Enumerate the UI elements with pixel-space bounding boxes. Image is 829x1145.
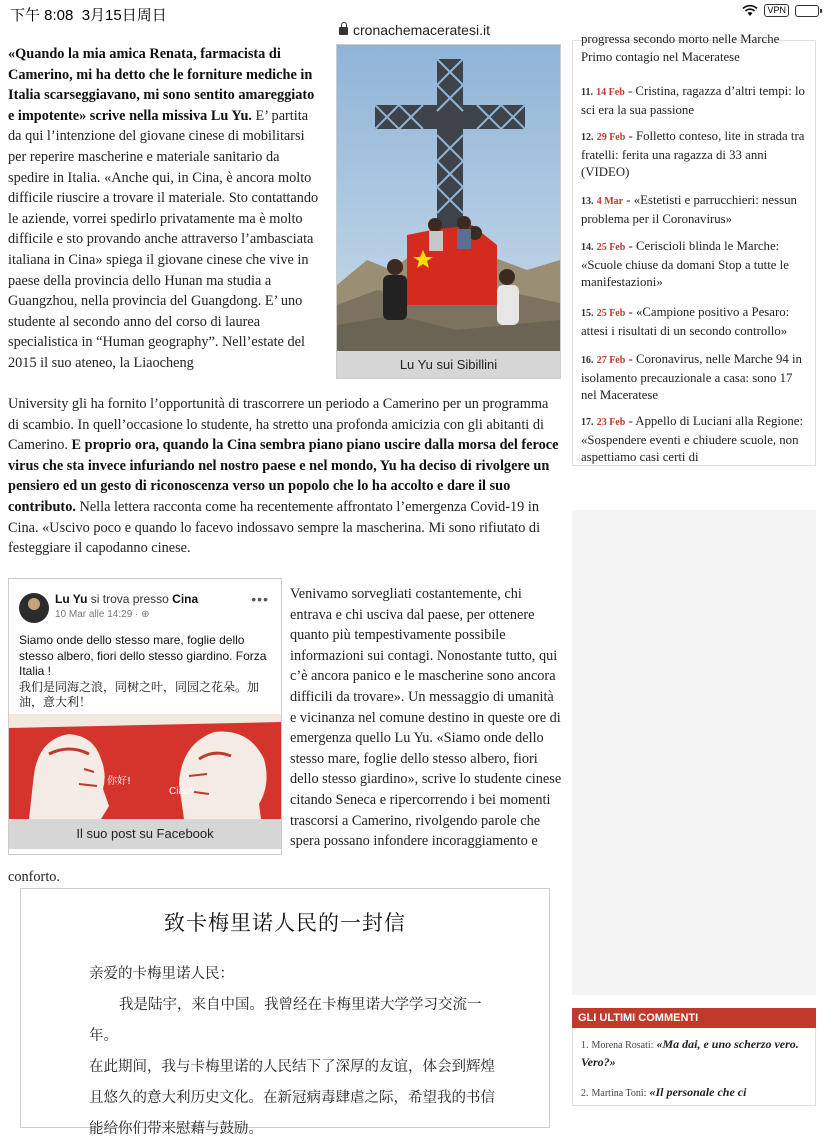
- status-icons: [742, 4, 819, 17]
- list-item[interactable]: 16. 27 Feb - Coronavirus, nelle Marche 94 in isolamento precauzionale a casa: sono 17 nel Maceratese: [581, 352, 802, 402]
- fb-image-label-1: 你好!: [107, 776, 132, 787]
- list-item[interactable]: 13. 4 Mar - «Estetisti e parrucchieri: nessun problema per il Coronavirus»: [581, 193, 797, 226]
- wifi-icon: [742, 5, 758, 17]
- comment-item[interactable]: 1. Morena Rosati: «Ma dai, e uno scherzo vero. Vero?»: [581, 1037, 799, 1069]
- fb-author-line: Lu Yu si trova presso Cina: [55, 592, 199, 606]
- list-item[interactable]: 15. 25 Feb - «Campione positivo a Pesaro: attesi i risultati di un secondo controllo»: [581, 305, 790, 338]
- list-item[interactable]: 11. 14 Feb - Cristina, ragazza d’altri tempi: lo sci era la sua passione: [581, 84, 805, 117]
- list-item[interactable]: 12. 29 Feb - Folletto conteso, lite in strada tra fratelli: ferita una ragazza di 33 anni (VIDEO): [581, 129, 805, 179]
- article-paragraph-2: Venivamo sorvegliati costantemente, chi entrava e chi usciva dal paese, per ottenere quanto più tempestivamente possibile informazioni sui contagi. Nonostante tutto, qui c’è ancora panico e le mascherine sono ancora difficili da trovare». Un messaggio di umanità e vicinanza nel comune destino in queste ore di emergenza quello Lu Yu. «Siamo onde dello stesso mare, foglie dello stesso albero, fiori dello stesso giardino», scrive lo studente cinese citando Seneca e ripercorrendo i bei momenti trascorsi a Camerino, rivolgendo parole che spera possano infondere incoraggiamento e: [290, 586, 562, 850]
- fb-author[interactable]: Lu Yu: [55, 592, 88, 606]
- globe-icon: ⊕: [141, 609, 150, 620]
- sidebar-item-cut[interactable]: progressa secondo morto nelle Marche Primo contagio nel Maceratese: [581, 32, 780, 64]
- fb-image-label-2: Ciao!: [169, 786, 193, 797]
- battery-icon: [795, 5, 819, 17]
- fb-date: 10 Mar alle 14:29 · ⊕: [55, 609, 150, 620]
- comments-heading: GLI ULTIMI COMMENTI: [572, 1008, 816, 1028]
- fb-caption: Il suo post su Facebook: [9, 819, 281, 849]
- letter-body: [21, 937, 549, 1145]
- fb-post-text: Siamo onde dello stesso mare, foglie dello stesso albero, fiori dello stesso giardino. Forza Italia ! 我们是同海之浪，同树之叶，同园之花朵。加油，意大利！: [19, 633, 267, 709]
- article-paragraph-1b: University gli ha fornito l’opportunità di trascorrere un periodo a Camerino per un programma di scambio. In quell’occasione lo studente, ha stretto una profonda amicizia con gli abitanti di Camerino. E proprio ora, quando la Cina sembra piano piano uscire dalla morsa del feroce virus che sta invece infuriando nel nostro paese e nel mondo, Yu ha deciso di rivolgere un pensiero ed un gesto di riconoscenza verso un popolo che lo ha accolto e dare il suo contributo. Nella lettera racconta come ha recentemente affrontato l’emergenza Covid-19 in Cina. «Uscivo poco e quando lo facevo indossavo sempre la mascherina. Mi sono rifiutato di festeggiare il capodanno cinese.: [8, 396, 559, 557]
- letter-image[interactable]: [20, 888, 550, 1137]
- status-time: 下午 8:08 3月15日周日: [10, 7, 167, 24]
- latest-comments: [572, 1028, 816, 1106]
- list-item[interactable]: 17. 23 Feb - Appello di Luciani alla Regione: «Sospendere eventi e chiudere scuole, non aspettiamo casi certi di: [581, 414, 804, 464]
- photo-figure: [336, 44, 561, 379]
- article-paragraph-1: «Quando la mia amica Renata, farmacista di Camerino, mi ha detto che le forniture mediche in Italia scarseggiavano, mi sono sentito amareggiato e impotente» scrive nella missiva Lu Yu. E’ partita da qui l’intenzione del giovane cinese di mobilitarsi per reperire mascherine e materiale sanitario da spedire in Italia. «Anche qui, in Cina, è ancora molto difficile riuscire a trovare il materiale. Sto contattando le aziende, vorrei spedirlo privatamente ma è molto difficile e sto provando anche attraverso l’ambasciata italiana in Cina» spiega il giovane cinese che vive in paese della provincia dello Hunan ma studia a Guangzhou, nella provincia del Guangdong. E’ uno studente al secondo anno del corso di laurea specialistica in “Human geography”. Nell’estate del 2015 il suo ateneo, la Liaocheng: [8, 46, 319, 371]
- letter-line: 我是陆宇，来自中国。我曾经在卡梅里诺大学学习交流一年。: [89, 997, 482, 1044]
- photo-caption: Lu Yu sui Sibillini: [337, 351, 560, 378]
- lock-icon: [339, 27, 348, 35]
- vpn-badge: VPN: [764, 4, 789, 17]
- letter-line: 且悠久的意大利历史文化。在新冠病毒肆虐之际，希望我的书信: [89, 1090, 495, 1106]
- letter-salutation: 亲爱的卡梅里诺人民：: [89, 966, 234, 982]
- ad-placeholder: [572, 510, 816, 995]
- summit-cross-photo[interactable]: [337, 45, 560, 351]
- fb-post-header: [9, 579, 281, 619]
- url-text[interactable]: cronachemaceratesi.it: [353, 22, 490, 38]
- letter-line: 在此期间，我与卡梅里诺的人民结下了深厚的友谊，体会到辉煌: [89, 1059, 495, 1075]
- avatar[interactable]: [19, 593, 49, 623]
- fb-location[interactable]: Cina: [172, 592, 199, 606]
- more-options-icon[interactable]: •••: [251, 591, 269, 607]
- fb-post-image[interactable]: [9, 714, 281, 819]
- comment-item[interactable]: 2. Martina Toni: «Il personale che ci: [581, 1085, 747, 1099]
- most-read-list: [572, 32, 816, 466]
- article-paragraph-2-end: conforto.: [8, 869, 61, 885]
- facebook-post-figure: [8, 578, 282, 855]
- list-item[interactable]: 14. 25 Feb - Ceriscioli blinda le Marche: «Scuole chiuse da domani Stop a tutte le manifestazioni»: [581, 239, 789, 289]
- letter-title: 致卡梅里诺人民的一封信: [164, 911, 406, 935]
- letter-line: 能给你们带来慰藉与鼓励。: [89, 1121, 263, 1137]
